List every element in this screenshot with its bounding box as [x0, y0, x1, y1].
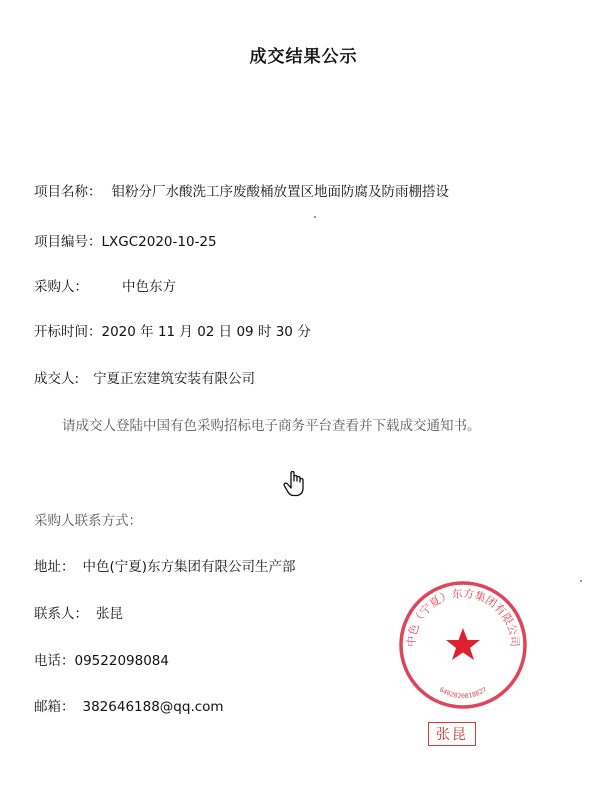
project-number-label: 项目编号：: [34, 234, 102, 250]
bid-opening-time-value: 2020 年 11 月 02 日 09 时 30 分: [101, 324, 311, 340]
contact-person-line: [34, 605, 123, 623]
winner-value: 宁夏正宏建筑安装有限公司: [93, 371, 256, 387]
email-value: 382646188@qq.com: [82, 699, 224, 715]
contact-person-label: 联系人：: [34, 606, 88, 622]
phone-value: 09522098084: [74, 653, 169, 669]
seal-company-text: 中色（宁夏）东方集团有限公司: [404, 587, 522, 648]
purchaser-line: [34, 278, 176, 296]
bid-opening-time-label: 开标时间：: [34, 324, 102, 340]
email-label: 邮箱：: [34, 699, 75, 715]
project-name-label: 项目名称：: [34, 184, 102, 200]
project-number-line: [34, 233, 217, 251]
address-label: 地址：: [34, 559, 75, 575]
project-name-value: 钼粉分厂水酸洗工序废酸桶放置区地面防腐及防雨棚搭设: [111, 184, 449, 200]
company-seal: [396, 578, 530, 712]
project-number-value: LXGC2020-10-25: [101, 234, 217, 250]
stray-dot: [580, 580, 582, 582]
address-value: 中色(宁夏)东方集团有限公司生产部: [82, 559, 296, 575]
purchaser-value: 中色东方: [122, 279, 176, 295]
phone-line: [34, 652, 169, 670]
address-line: [34, 558, 296, 576]
page-title: 成交结果公示: [249, 47, 358, 67]
email-line: [34, 698, 224, 716]
contact-heading: 采购人联系方式：: [34, 513, 142, 529]
signature-stamp: 张昆: [428, 722, 476, 746]
hand-cursor-icon: [282, 470, 308, 498]
star-icon: [446, 628, 480, 660]
phone-label: 电话：: [34, 653, 75, 669]
purchaser-label: 采购人：: [34, 279, 88, 295]
winner-line: [34, 370, 255, 388]
seal-code: 6402020018827: [437, 685, 489, 701]
bid-opening-time-line: [34, 323, 311, 341]
contact-person-value: 张昆: [96, 606, 123, 622]
project-name-line: [34, 183, 449, 201]
stray-dot: [314, 216, 316, 218]
winner-label: 成交人:: [34, 371, 80, 387]
download-notice: 请成交人登陆中国有色采购招标电子商务平台查看并下载成交通知书。: [62, 418, 481, 434]
